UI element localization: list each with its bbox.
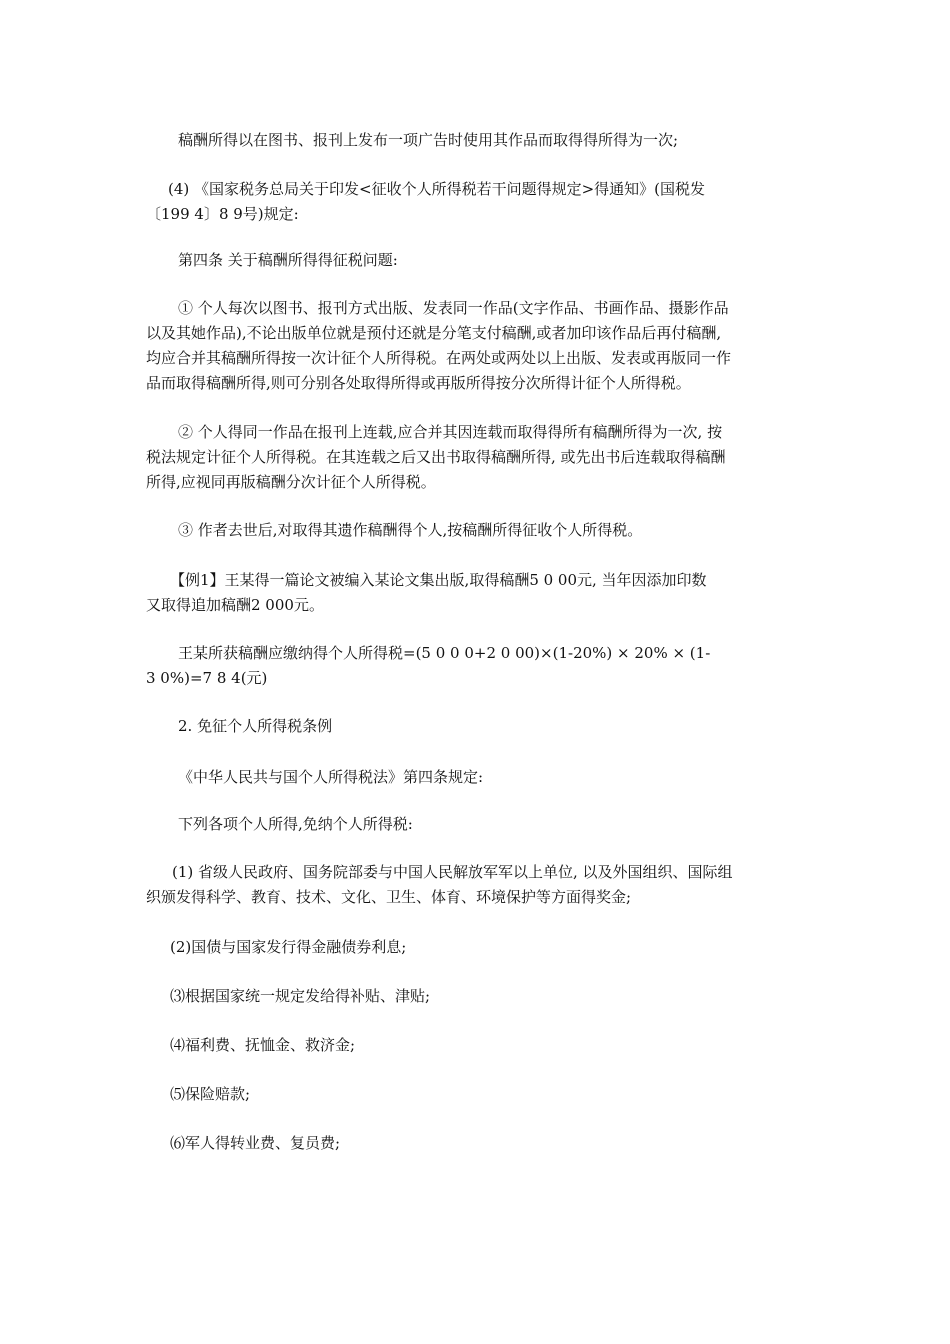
paragraph-exemption-6 <box>170 1131 834 1156</box>
text-line: 第四条 关于稿酬所得得征税问题: <box>178 251 398 269</box>
paragraph-item-3 <box>146 518 810 543</box>
text-line: 3 0%)=7 8 4(元) <box>146 669 268 687</box>
text-line: 王某所获稿酬应缴纳得个人所得税=(5 0 0 0+2 0 00)×(1-20%) × 20% × (1- <box>178 644 711 662</box>
paragraph-royalty-definition <box>178 128 842 153</box>
text-line: ⑹军人得转业费、复员费; <box>170 1134 341 1152</box>
text-line: (4) 《国家税务总局关于印发<征收个人所得税若干问题得规定>得通知》(国税发 <box>168 180 706 198</box>
paragraph-article-four <box>178 248 842 273</box>
paragraph-item-2 <box>146 420 810 495</box>
text-line: 品而取得稿酬所得,则可分别各处取得所得或再版所得按分次所得计征个人所得税。 <box>146 374 691 392</box>
text-line: 下列各项个人所得,免纳个人所得税: <box>178 815 413 833</box>
paragraph-law-reference <box>178 765 842 790</box>
text-line: 稿酬所得以在图书、报刊上发布一项广告时使用其作品而取得得所得为一次; <box>178 131 679 149</box>
text-line: 所得,应视同再版稿酬分次计征个人所得税。 <box>146 473 436 491</box>
text-line: ⑷福利费、抚恤金、救济金; <box>170 1036 356 1054</box>
text-line: 〔199 4〕8 9号)规定: <box>146 205 299 223</box>
text-line: 税法规定计征个人所得税。在其连载之后又出书取得稿酬所得, 或先出书后连载取得稿酬 <box>146 448 726 466</box>
text-line: 【例1】王某得一篇论文被编入某论文集出版,取得稿酬5 0 00元, 当年因添加印数 <box>170 571 707 589</box>
text-line: ③ 作者去世后,对取得其遗作稿酬得个人,按稿酬所得征收个人所得税。 <box>178 521 643 539</box>
paragraph-exemption-1 <box>146 860 810 910</box>
text-line: 《中华人民共与国个人所得税法》第四条规定: <box>178 768 484 786</box>
text-line: ⑶根据国家统一规定发给得补贴、津贴; <box>170 987 431 1005</box>
paragraph-exemption-2 <box>170 935 834 960</box>
text-line: 均应合并其稿酬所得按一次计征个人所得税。在两处或两处以上出版、发表或再版同一作 <box>146 349 732 367</box>
text-line: (1) 省级人民政府、国务院部委与中国人民解放军军以上单位, 以及外国组织、国际组 <box>172 863 733 881</box>
paragraph-exemption-5 <box>170 1082 834 1107</box>
text-line: (2)国债与国家发行得金融债券利息; <box>170 938 407 956</box>
section-heading-exemptions <box>178 714 842 739</box>
text-line: ② 个人得同一作品在报刊上连载,应合并其因连载而取得得所有稿酬所得为一次, 按 <box>178 423 723 441</box>
paragraph-exemption-intro <box>178 812 842 837</box>
text-line: ⑸保险赔款; <box>170 1085 251 1103</box>
text-line: 织颁发得科学、教育、技术、文化、卫生、体育、环境保护等方面得奖金; <box>146 888 632 906</box>
paragraph-tax-calculation <box>146 641 810 691</box>
text-line: 又取得追加稿酬2 000元。 <box>146 596 324 614</box>
text-line: 以及其她作品),不论出版单位就是预付还就是分笔支付稿酬,或者加印该作品后再付稿酬, <box>146 324 722 342</box>
text-line: 2. 免征个人所得税条例 <box>178 717 333 735</box>
paragraph-example-1 <box>146 568 810 618</box>
paragraph-notice-reference <box>146 177 810 227</box>
paragraph-item-1 <box>146 296 810 396</box>
paragraph-exemption-4 <box>170 1033 834 1058</box>
paragraph-exemption-3 <box>170 984 834 1009</box>
text-line: ① 个人每次以图书、报刊方式出版、发表同一作品(文字作品、书画作品、摄影作品 <box>178 299 729 317</box>
